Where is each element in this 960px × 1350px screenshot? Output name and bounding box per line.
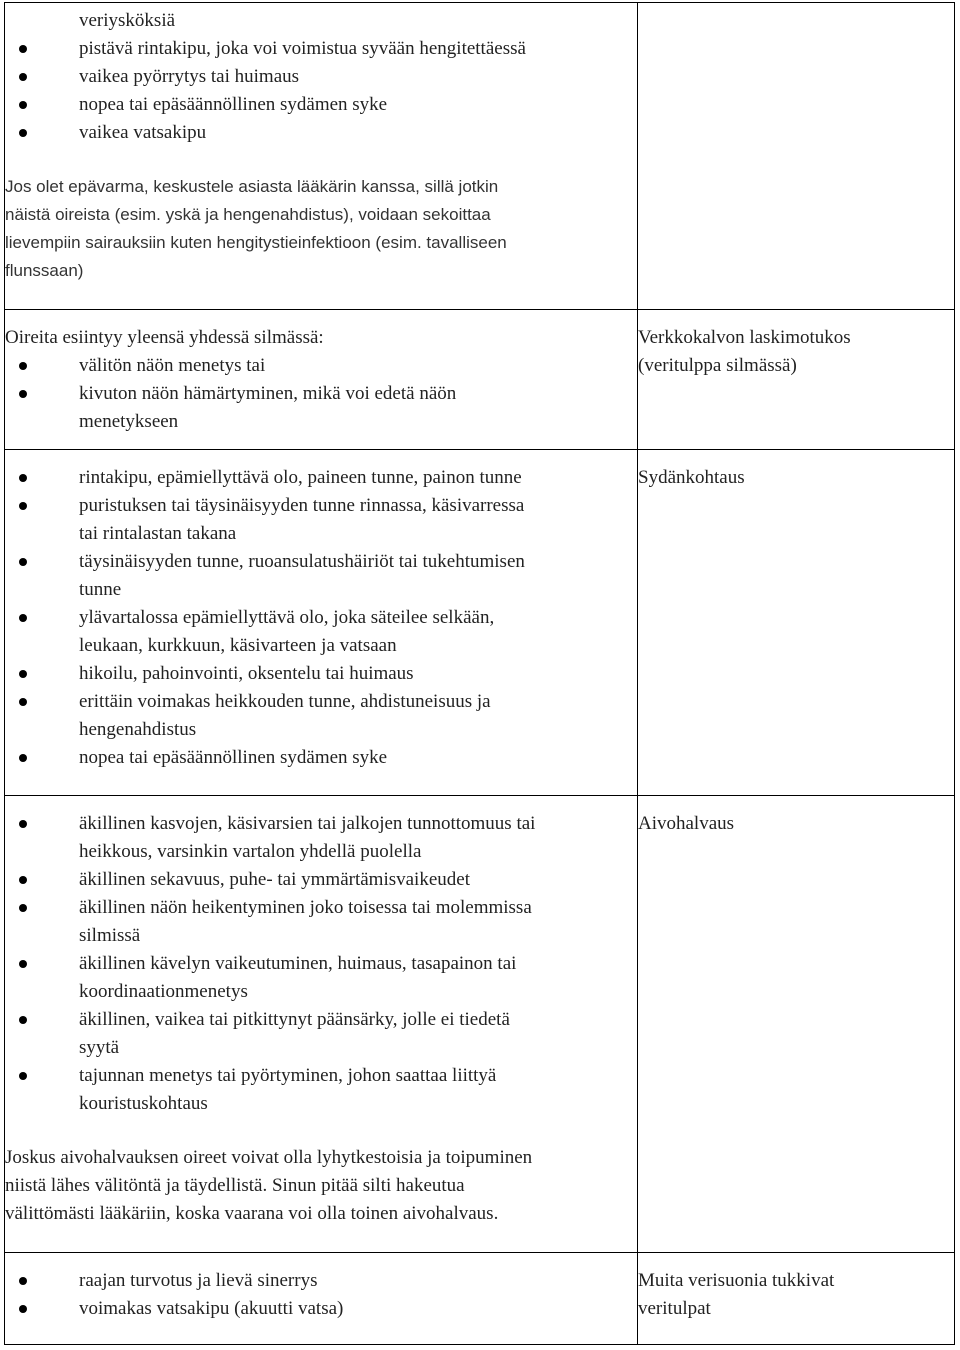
list-item-text: koordinaationmenetys: [79, 981, 248, 1002]
bullet-icon: [19, 129, 27, 137]
paragraph-line: Joskus aivohalvauksen oireet voivat olla lyhytkestoisia ja toipuminen: [5, 1147, 533, 1168]
list-item-text: rintakipu, epämiellyttävä olo, paineen tunne, painon tunne: [79, 467, 522, 488]
bullet-icon: [19, 698, 27, 706]
symptoms-cell: [5, 796, 638, 1253]
list-item-text: menetykseen: [79, 411, 179, 432]
paragraph-line: Jos olet epävarma, keskustele asiasta lääkärin kanssa, sillä jotkin: [5, 177, 499, 196]
note-paragraph: [5, 1144, 637, 1228]
condition-name: Sydänkohtaus: [638, 467, 745, 488]
list-item: [5, 1006, 637, 1062]
list-item-text: välitön näön menetys tai: [79, 355, 266, 376]
paragraph-line: näistä oireista (esim. yskä ja hengenahdistus), voidaan sekoittaa: [5, 205, 491, 224]
list-item-text: ylävartalossa epämiellyttävä olo, joka säteilee selkään,: [79, 607, 495, 628]
list-item-text: vaikea vatsakipu: [79, 122, 207, 143]
condition-cell: [638, 450, 955, 796]
bullet-icon: [19, 45, 27, 53]
table-row: [5, 1253, 955, 1345]
paragraph-line: flunssaan): [5, 261, 84, 280]
table-row: [5, 3, 955, 310]
symptoms-cell: [5, 1253, 638, 1345]
condition-name: Aivohalvaus: [638, 813, 735, 834]
bullet-icon: [19, 614, 27, 622]
symptom-list: [5, 352, 637, 436]
list-item: [5, 604, 637, 660]
bullet-icon: [19, 362, 27, 370]
bullet-icon: [19, 1072, 27, 1080]
list-item: [5, 548, 637, 604]
list-item: [5, 464, 637, 492]
table-row: [5, 310, 955, 450]
bullet-icon: [19, 558, 27, 566]
symptoms-cell: [5, 450, 638, 796]
continued-line: veriysköksiä: [79, 10, 176, 31]
note-paragraph: [5, 173, 637, 285]
bullet-icon: [19, 474, 27, 482]
list-item: [5, 380, 637, 436]
condition-name: (veritulppa silmässä): [638, 355, 797, 376]
table-row: [5, 450, 955, 796]
table-row: [5, 796, 955, 1253]
bullet-icon: [19, 876, 27, 884]
list-item-text: hikoilu, pahoinvointi, oksentelu tai huimaus: [79, 663, 414, 684]
list-item: [5, 810, 637, 866]
list-item-text: äkillinen kasvojen, käsivarsien tai jalkojen tunnottomuus tai: [79, 813, 536, 834]
bullet-icon: [19, 390, 27, 398]
condition-cell: [638, 310, 955, 450]
bullet-icon: [19, 670, 27, 678]
symptom-list: [5, 464, 637, 772]
list-item: [5, 63, 637, 91]
list-item-text: tunne: [79, 579, 122, 600]
list-item-text: raajan turvotus ja lievä sinerrys: [79, 1270, 318, 1291]
list-item: [5, 119, 637, 147]
paragraph-line: niistä lähes välitöntä ja täydellistä. Sinun pitää silti hakeutua: [5, 1175, 465, 1196]
symptom-table: [4, 2, 955, 1345]
symptoms-cell: [5, 310, 638, 450]
bullet-icon: [19, 820, 27, 828]
list-item-text: kivuton näön hämärtyminen, mikä voi edetä näön: [79, 383, 457, 404]
list-item-text: puristuksen tai täysinäisyyden tunne rinnassa, käsivarressa: [79, 495, 525, 516]
list-item-text: nopea tai epäsäännöllinen sydämen syke: [79, 94, 388, 115]
list-item-text: syytä: [79, 1037, 120, 1058]
list-item-text: äkillinen, vaikea tai pitkittynyt päänsärky, jolle ei tiedetä: [79, 1009, 510, 1030]
list-item: [5, 352, 637, 380]
paragraph-line: lievempiin sairauksiin kuten hengitystieinfektioon (esim. tavalliseen: [5, 233, 507, 252]
list-item: [5, 1062, 637, 1118]
symptom-list: [5, 35, 637, 147]
bullet-icon: [19, 1305, 27, 1313]
list-item-text: erittäin voimakas heikkouden tunne, ahdistuneisuus ja: [79, 691, 491, 712]
list-item-text: äkillinen sekavuus, puhe- tai ymmärtämisvaikeudet: [79, 869, 470, 890]
list-item-text: silmissä: [79, 925, 141, 946]
list-item: [5, 91, 637, 119]
list-item-text: äkillinen kävelyn vaikeutuminen, huimaus, tasapainon tai: [79, 953, 517, 974]
list-item: [5, 688, 637, 744]
condition-cell: [638, 796, 955, 1253]
list-item: [5, 660, 637, 688]
symptom-list: [5, 1267, 637, 1323]
bullet-icon: [19, 1277, 27, 1285]
list-item-text: hengenahdistus: [79, 719, 197, 740]
condition-name: Muita verisuonia tukkivat: [638, 1270, 835, 1291]
symptom-list: [5, 810, 637, 1118]
list-item: [5, 35, 637, 63]
paragraph-line: välittömästi lääkäriin, koska vaarana voi olla toinen aivohalvaus.: [5, 1203, 499, 1224]
list-item-text: pistävä rintakipu, joka voi voimistua syvään hengitettäessä: [79, 38, 526, 59]
list-item-text: leukaan, kurkkuun, käsivarteen ja vatsaan: [79, 635, 397, 656]
bullet-icon: [19, 502, 27, 510]
list-item-text: kouristuskohtaus: [79, 1093, 208, 1114]
bullet-icon: [19, 73, 27, 81]
list-item: [5, 1267, 637, 1295]
list-item: [5, 866, 637, 894]
list-item: [5, 894, 637, 950]
intro-text: Oireita esiintyy yleensä yhdessä silmässä:: [5, 327, 324, 348]
condition-cell: [638, 1253, 955, 1345]
list-item-text: vaikea pyörrytys tai huimaus: [79, 66, 300, 87]
list-item: [5, 950, 637, 1006]
condition-name: veritulpat: [638, 1298, 711, 1319]
list-item-text: heikkous, varsinkin vartalon yhdellä puolella: [79, 841, 422, 862]
list-item-text: voimakas vatsakipu (akuutti vatsa): [79, 1298, 344, 1319]
bullet-icon: [19, 904, 27, 912]
list-item: [5, 744, 637, 772]
symptoms-cell: [5, 3, 638, 310]
bullet-icon: [19, 101, 27, 109]
list-item-text: nopea tai epäsäännöllinen sydämen syke: [79, 747, 388, 768]
condition-cell: [638, 3, 955, 310]
list-item-text: äkillinen näön heikentyminen joko toisessa tai molemmissa: [79, 897, 532, 918]
list-item-text: tajunnan menetys tai pyörtyminen, johon saattaa liittyä: [79, 1065, 497, 1086]
bullet-icon: [19, 754, 27, 762]
list-item-text: tai rintalastan takana: [79, 523, 237, 544]
bullet-icon: [19, 1016, 27, 1024]
list-item-text: täysinäisyyden tunne, ruoansulatushäiriöt tai tukehtumisen: [79, 551, 525, 572]
condition-name: Verkkokalvon laskimotukos: [638, 327, 851, 348]
list-item: [5, 1295, 637, 1323]
bullet-icon: [19, 960, 27, 968]
list-item: [5, 492, 637, 548]
